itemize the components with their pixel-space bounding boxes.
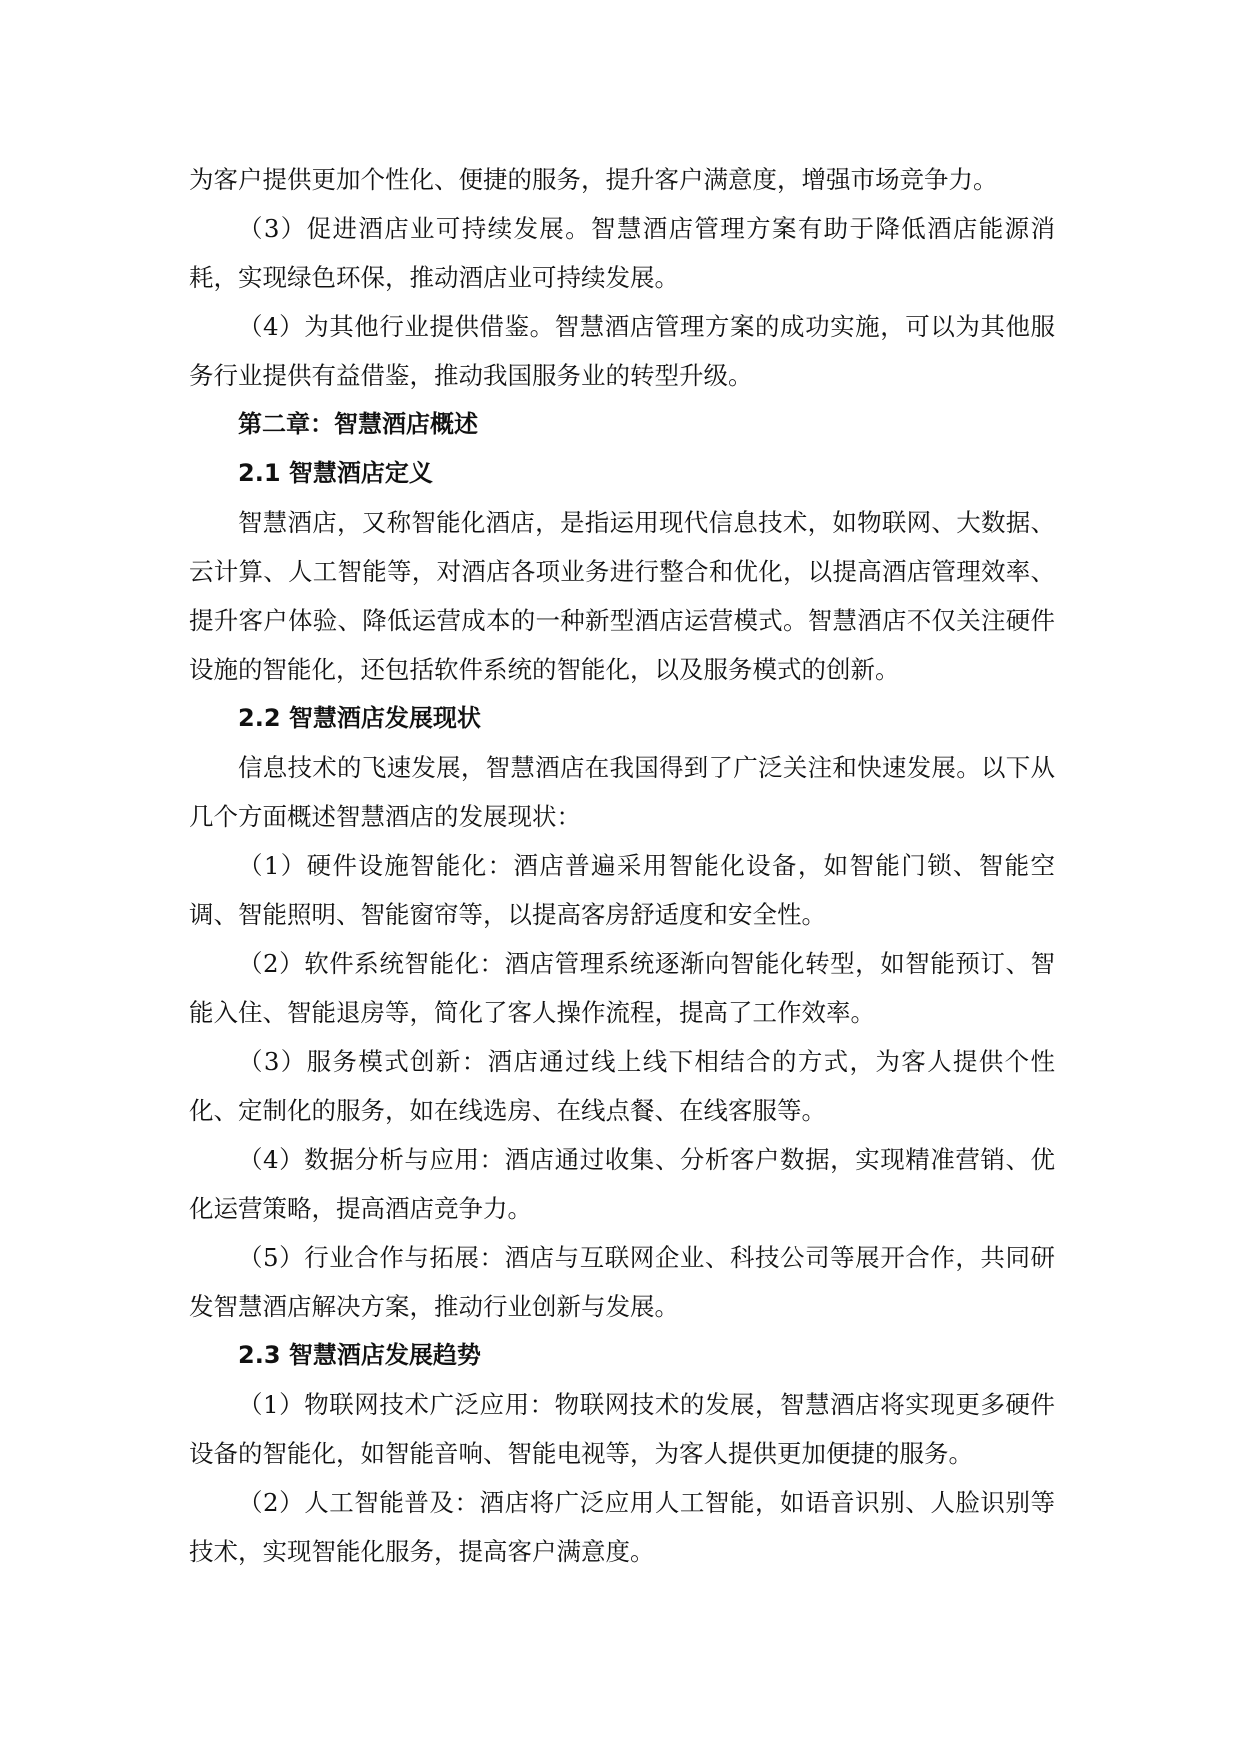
list-item-cooperation: （5）行业合作与拓展：酒店与互联网企业、科技公司等展开合作，共同研发智慧酒店解决方案，推动行业创新与发展。: [189, 1243, 1055, 1321]
paragraph-status-intro: 信息技术的飞速发展，智慧酒店在我国得到了广泛关注和快速发展。以下从几个方面概述智慧酒店的发展现状：: [189, 753, 1055, 831]
paragraph-sustainable-development: （3）促进酒店业可持续发展。智慧酒店管理方案有助于降低酒店能源消耗，实现绿色环保，推动酒店业可持续发展。: [189, 214, 1055, 292]
chapter-heading: 第二章：智慧酒店概述: [238, 410, 478, 438]
paragraph-definition: 智慧酒店，又称智能化酒店，是指运用现代信息技术，如物联网、大数据、云计算、人工智能等，对酒店各项业务进行整合和优化，以提高酒店管理效率、提升客户体验、降低运营成本的一种新型酒店运营模式。智慧酒店不仅关注硬件设施的智能化，还包括软件系统的智能化，以及服务模式的创新。: [189, 508, 1055, 684]
list-item-hardware: （1）硬件设施智能化：酒店普遍采用智能化设备，如智能门锁、智能空调、智能照明、智能窗帘等，以提高客房舒适度和安全性。: [189, 851, 1055, 929]
list-item-software: （2）软件系统智能化：酒店管理系统逐渐向智能化转型，如智能预订、智能入住、智能退房等，简化了客人操作流程，提高了工作效率。: [189, 949, 1055, 1027]
list-item-iot: （1）物联网技术广泛应用：物联网技术的发展，智慧酒店将实现更多硬件设备的智能化，如智能音响、智能电视等，为客人提供更加便捷的服务。: [189, 1390, 1055, 1468]
list-item-data-analysis: （4）数据分析与应用：酒店通过收集、分析客户数据，实现精准营销、优化运营策略，提高酒店竞争力。: [189, 1145, 1055, 1223]
section-heading-2-2: 2.2 智慧酒店发展现状: [238, 704, 481, 732]
paragraph-industry-reference: （4）为其他行业提供借鉴。智慧酒店管理方案的成功实施，可以为其他服务行业提供有益借鉴，推动我国服务业的转型升级。: [189, 312, 1055, 390]
list-item-ai: （2）人工智能普及：酒店将广泛应用人工智能，如语音识别、人脸识别等技术，实现智能化服务，提高客户满意度。: [189, 1488, 1055, 1566]
section-heading-2-1: 2.1 智慧酒店定义: [238, 459, 433, 487]
section-heading-2-3: 2.3 智慧酒店发展趋势: [238, 1341, 481, 1369]
paragraph-continuation: 为客户提供更加个性化、便捷的服务，提升客户满意度，增强市场竞争力。: [189, 165, 998, 194]
list-item-service-model: （3）服务模式创新：酒店通过线上线下相结合的方式，为客人提供个性化、定制化的服务，如在线选房、在线点餐、在线客服等。: [189, 1047, 1055, 1125]
